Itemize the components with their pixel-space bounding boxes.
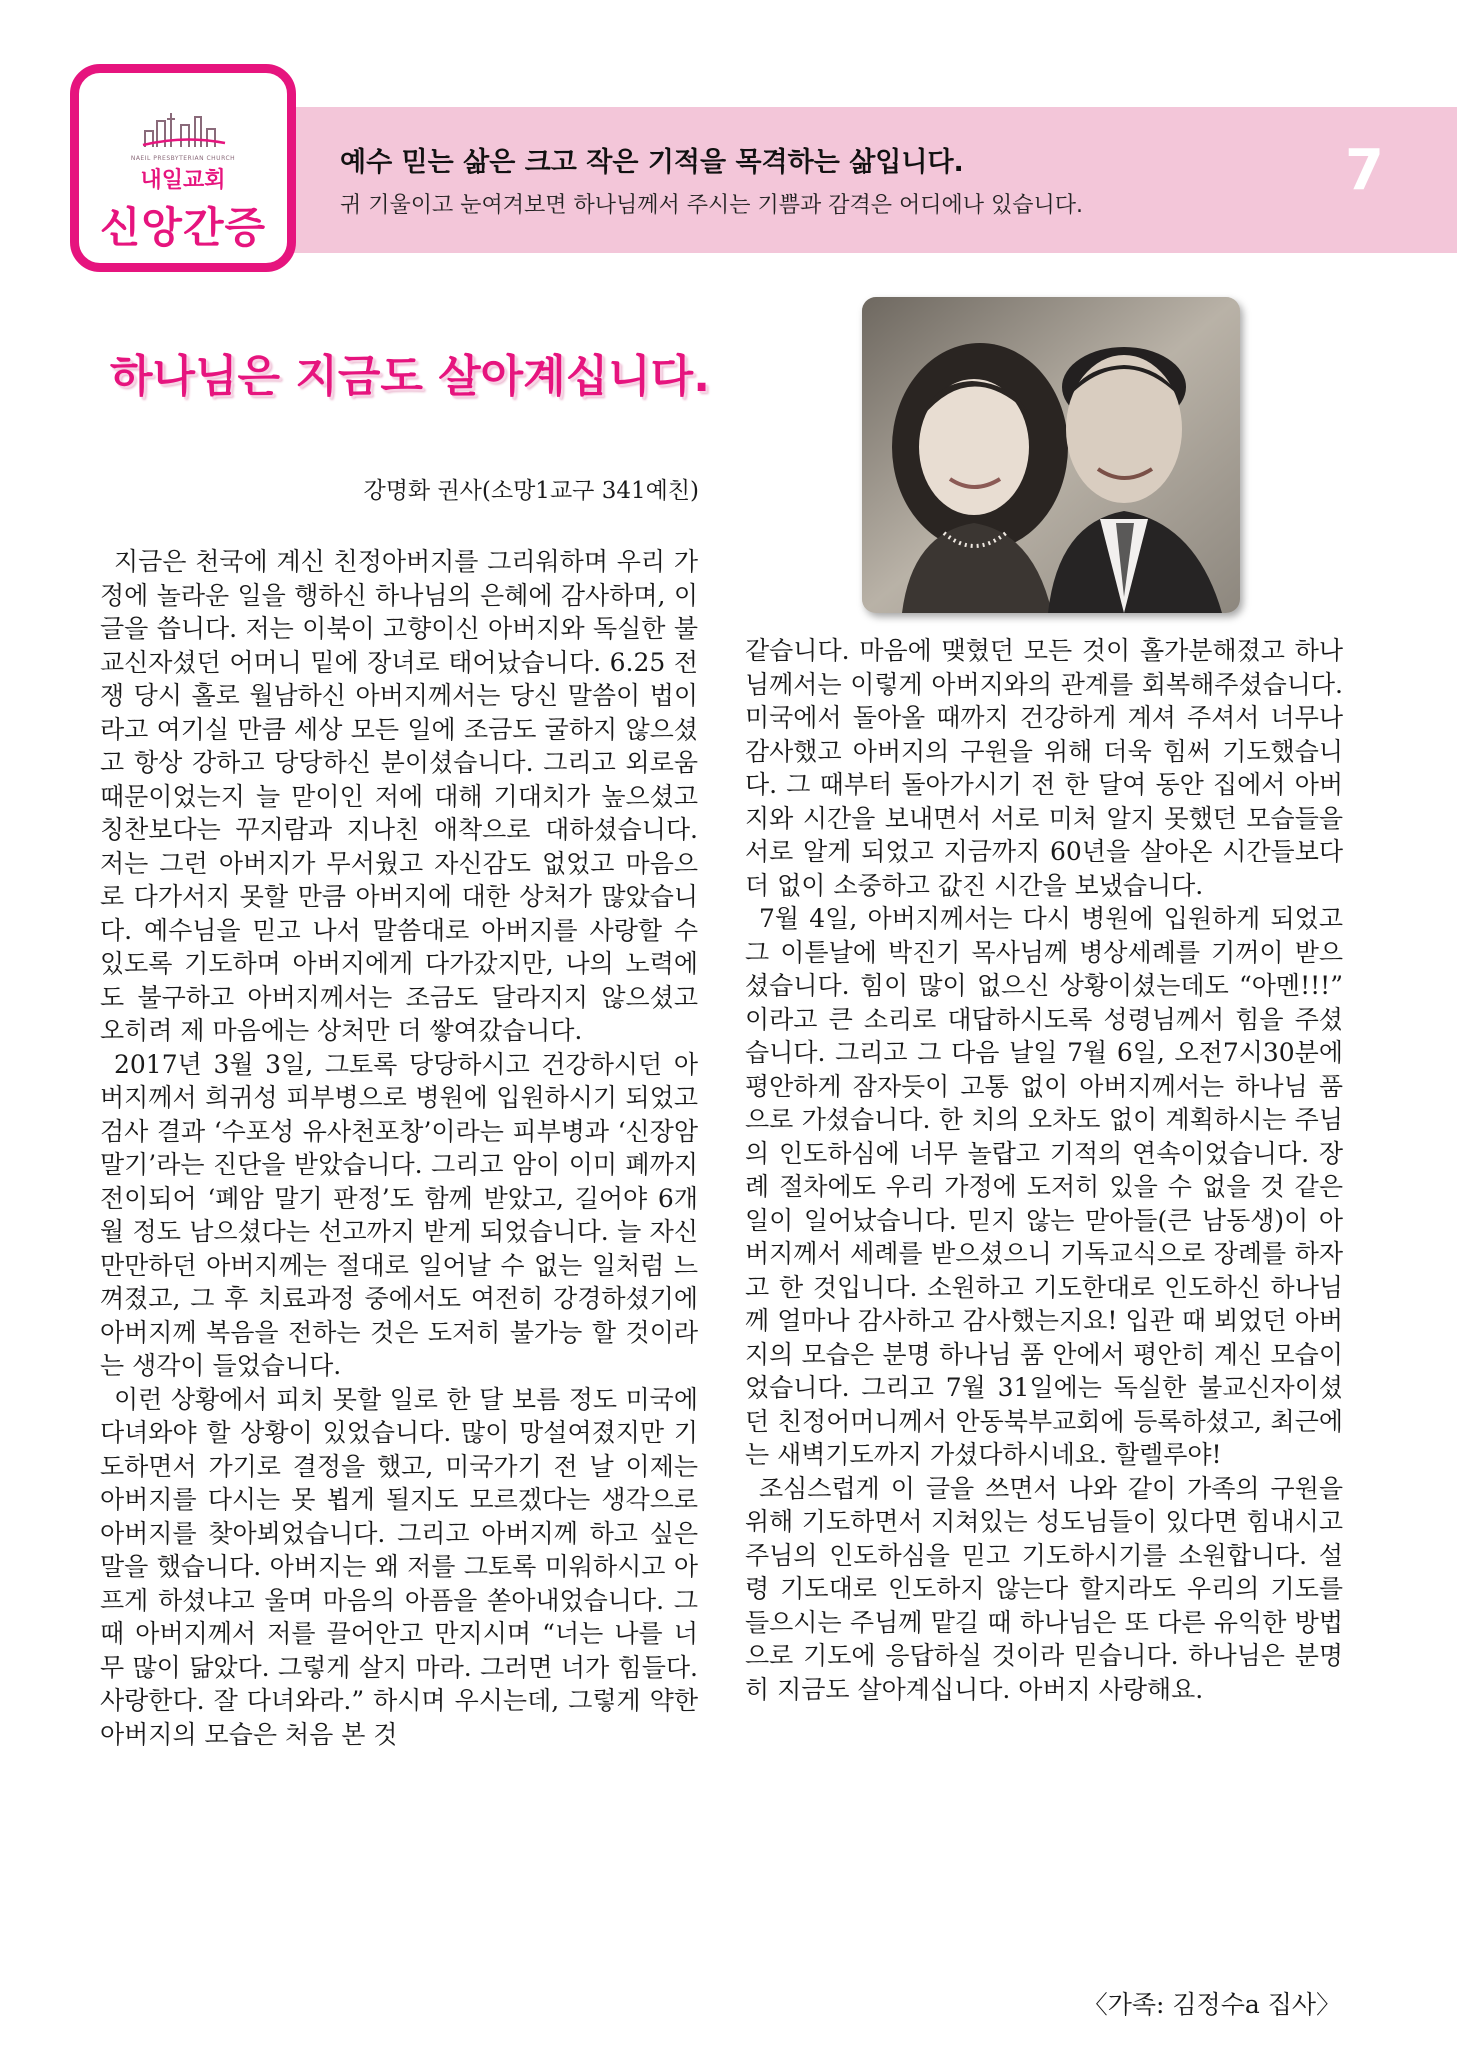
article-paragraph: 같습니다. 마음에 맺혔던 모든 것이 홀가분해졌고 하나님께서는 이렇게 아버지와의 관계를 회복해주셨습니다. 미국에서 돌아올 때까지 건강하게 계셔 주셔서 너무나 감사했고 아버지의 구원을 위해 더욱 힘써 기도했습니다. 그 때부터 돌아가시기 전 한 달여 동안 집에서 아버지와 시간을 보내면서 서로 미처 알지 못했던 모습들을 서로 알게 되었고 지금까지 60년을 살아온 시간들보다 더 없이 소중하고 값진 시간을 보냈습니다. (745, 636, 1343, 900)
church-skyline-icon (141, 107, 227, 149)
section-title: 신앙간증 (99, 203, 267, 252)
family-note: 〈가족: 김정수a 집사〉 (1082, 1990, 1341, 2019)
couple-portrait-photo (862, 297, 1240, 613)
article-paragraph: 조심스럽게 이 글을 쓰면서 나와 같이 가족의 구원을 위해 기도하면서 지쳐있는 성도님들이 있다면 힘내시고 주님의 인도하심을 믿고 기도하시기를 소원합니다. 설령 기도대로 인도하지 않는다 할지라도 우리의 기도를 들으시는 주님께 맡길 때 하나님은 또 다른 유익한 방법으로 기도에 응답하실 것이라 믿습니다. 하나님은 분명히 지금도 살아계십니다. 아버지 사랑해요. (745, 1473, 1343, 1704)
article-column-left (100, 545, 698, 1751)
header-tagline-main: 예수 믿는 삶은 크고 작은 기적을 목격하는 삶입니다. (340, 147, 964, 178)
page-number: 7 (1345, 138, 1384, 203)
article-author: 강명화 권사(소망1교구 341예친) (363, 478, 699, 504)
article-paragraph: 7월 4일, 아버지께서는 다시 병원에 입원하게 되었고 그 이튿날에 박진기 목사님께 병상세례를 기꺼이 받으셨습니다. 힘이 많이 없으신 상황이셨는데도 “아멘!!!” 이라고 큰 소리로 대답하시도록 성령님께서 힘을 주셨습니다. 그리고 그 다음 날일 7월 6일, 오전7시30분에 평안하게 잠자듯이 고통 없이 아버지께서는 하나님 품으로 가셨습니다. 한 치의 오차도 없이 계획하시는 주님의 인도하심에 너무 놀랍고 기적의 연속이었습니다. 장례 절차에도 우리 가정에 도저히 있을 수 없을 것 같은 일이 일어났습니다. 믿지 않는 맏아들(큰 남동생)이 아버지께서 세례를 받으셨으니 기독교식으로 장례를 하자고 한 것입니다. 소원하고 기도한대로 인도하신 하나님께 얼마나 감사하고 감사했는지요! 입관 때 뵈었던 아버지의 모습은 분명 하나님 품 안에서 평안히 계신 모습이었습니다. 그리고 7월 31일에는 독실한 불교신자이셨던 친정어머니께서 안동북부교회에 등록하셨고, 최근에는 새벽기도까지 가셨다하시네요. 할렐루야! (745, 904, 1343, 1469)
article-paragraph: 2017년 3월 3일, 그토록 당당하시고 건강하시던 아버지께서 희귀성 피부병으로 병원에 입원하시기 되었고 검사 결과 ‘수포성 유사천포창’이라는 피부병과 ‘신장암 말기’라는 진단을 받았습니다. 그리고 암이 이미 폐까지 전이되어 ‘폐암 말기 판정’도 함께 받았고, 길어야 6개월 정도 남으셨다는 선고까지 받게 되었습니다. 늘 자신만만하던 아버지께는 절대로 일어날 수 없는 일처럼 느껴졌고, 그 후 치료과정 중에서도 여전히 강경하셨기에 아버지께 복음을 전하는 것은 도저히 불가능 할 것이라는 생각이 들었습니다. (100, 1049, 698, 1380)
portrait-illustration (862, 297, 1240, 613)
section-logo-box (70, 64, 296, 272)
article-column-right (745, 634, 1343, 1706)
logo-church-name: 내일교회 (140, 168, 226, 193)
article-paragraph: 지금은 천국에 계신 친정아버지를 그리워하며 우리 가정에 놀라운 일을 행하신 하나님의 은혜에 감사하며, 이 글을 씁니다. 저는 이북이 고향이신 아버지와 독실한 불교신자셨던 어머니 밑에 장녀로 태어났습니다. 6.25 전쟁 당시 홀로 월남하신 아버지께서는 당신 말씀이 법이라고 여기실 만큼 세상 모든 일에 조금도 굴하지 않으셨고 항상 강하고 당당하신 분이셨습니다. 그리고 외로움 때문이었는지 늘 맏이인 저에 대해 기대치가 높으셨고 칭찬보다는 꾸지람과 지나친 애착으로 대하셨습니다. 저는 그런 아버지가 무서웠고 자신감도 없었고 마음으로 다가서지 못할 만큼 아버지에 대한 상처가 많았습니다. 예수님을 믿고 나서 말씀대로 아버지를 사랑할 수 있도록 기도하며 아버지에게 다가갔지만, 나의 노력에도 불구하고 아버지께서는 조금도 달라지지 않으셨고 오히려 제 마음에는 상처만 더 쌓여갔습니다. (100, 547, 698, 1045)
article-title: 하나님은 지금도 살아계십니다. (110, 351, 710, 402)
article-paragraph: 이런 상황에서 피치 못할 일로 한 달 보름 정도 미국에 다녀와야 할 상황이 있었습니다. 많이 망설여졌지만 기도하면서 가기로 결정을 했고, 미국가기 전 날 이제는 아버지를 다시는 못 뵙게 될지도 모르겠다는 생각으로 아버지를 찾아뵈었습니다. 그리고 아버지께 하고 싶은 말을 했습니다. 아버지는 왜 저를 그토록 미워하시고 아프게 하셨냐고 울며 마음의 아픔을 쏟아내었습니다. 그 때 아버지께서 저를 끌어안고 만지시며 “너는 나를 너무 많이 닮았다. 그렇게 살지 마라. 그러면 너가 힘들다. 사랑한다. 잘 다녀와라.” 하시며 우시는데, 그렇게 약한 아버지의 모습은 처음 본 것 (100, 1384, 698, 1749)
header-tagline-sub: 귀 기울이고 눈여겨보면 하나님께서 주시는 기쁨과 감격은 어디에나 있습니다. (340, 193, 1084, 218)
header-band (290, 107, 1457, 253)
logo-english-text: NAEIL PRESBYTERIAN CHURCH (130, 155, 236, 162)
